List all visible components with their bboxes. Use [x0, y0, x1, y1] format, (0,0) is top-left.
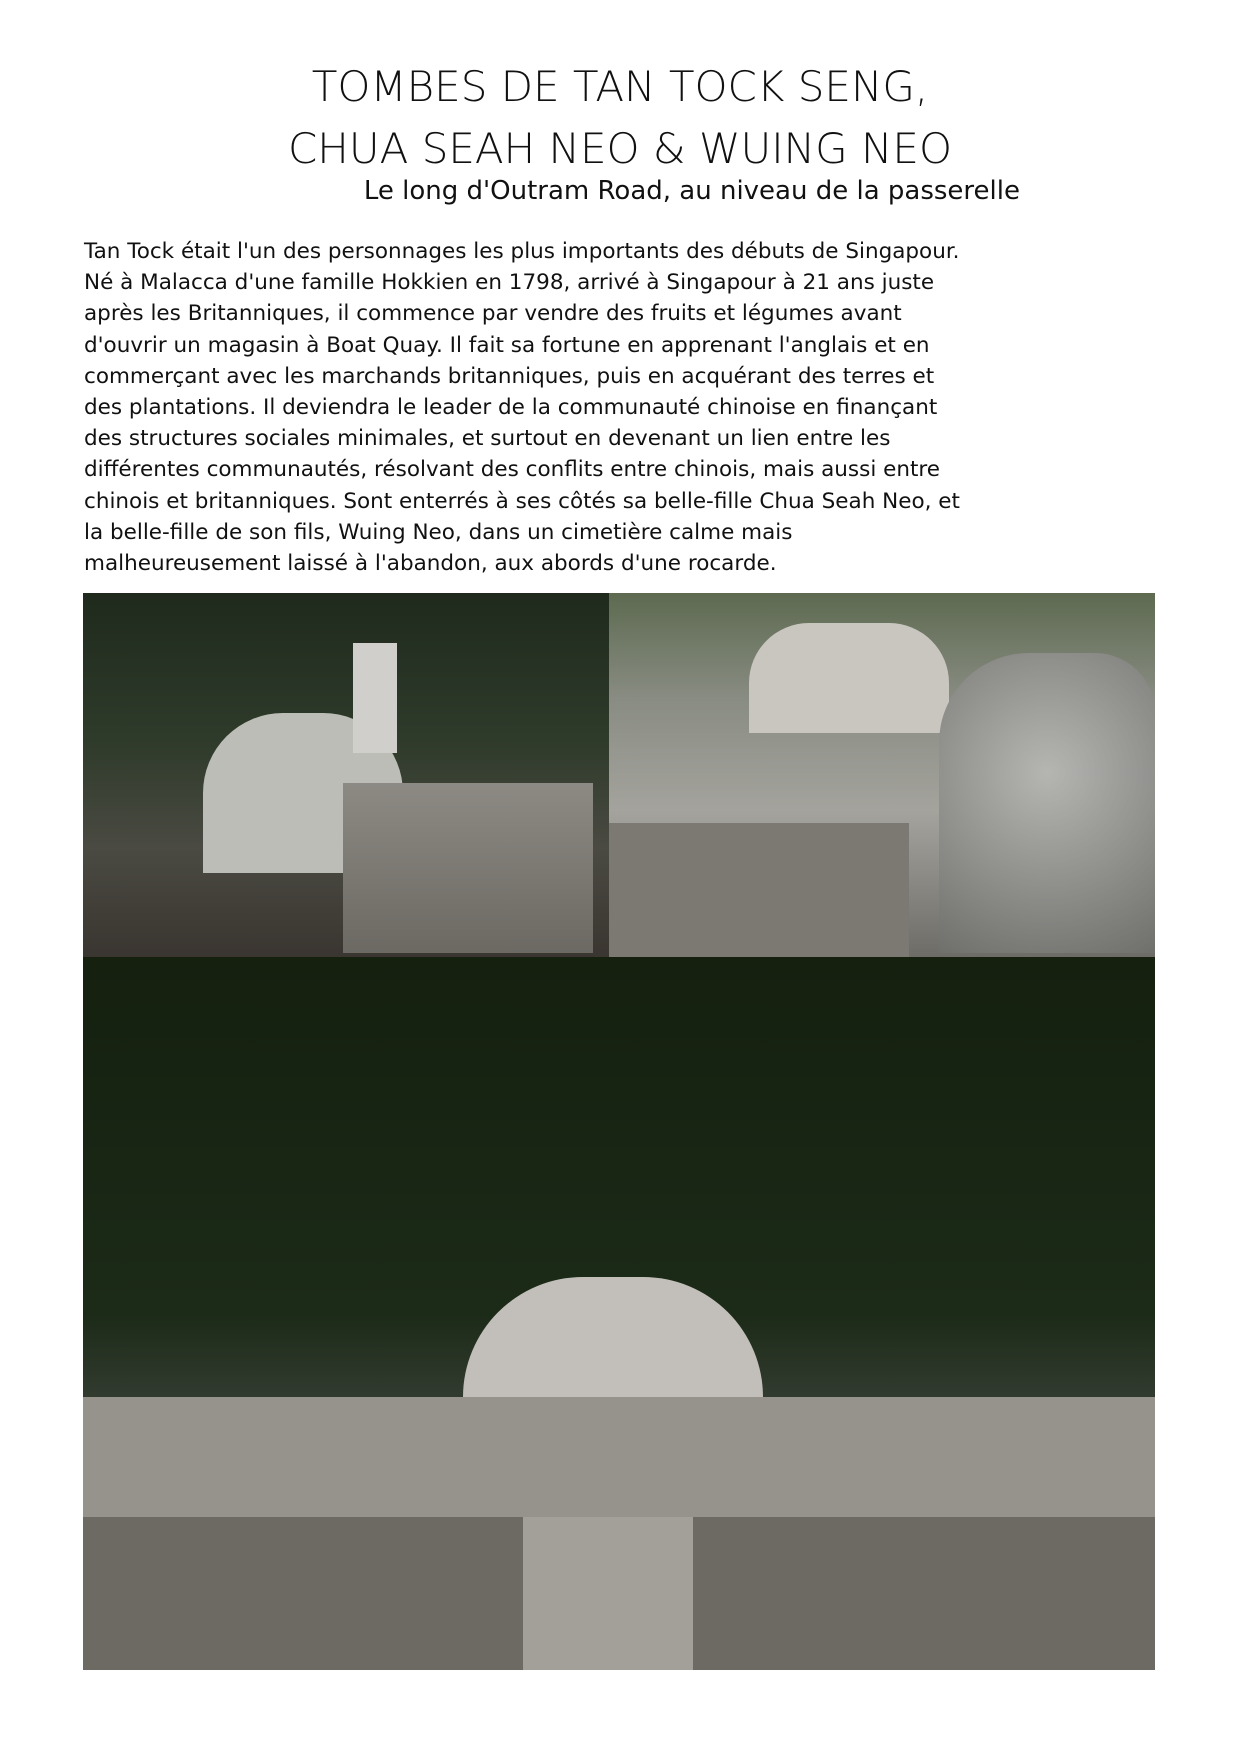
body-line: d'ouvrir un magasin à Boat Quay. Il fait sa fortune en apprenant l'anglais et en	[84, 332, 930, 358]
body-line: Né à Malacca d'une famille Hokkien en 1798, arrivé à Singapour à 21 ans juste	[84, 270, 935, 296]
subtitle: Le long d'Outram Road, au niveau de la passerelle	[363, 176, 1020, 206]
body-line: chinois et britanniques. Sont enterrés à ses côtés sa belle-fille Chua Seah Neo, et	[84, 488, 960, 514]
body-line: malheureusement laissé à l'abandon, aux abords d'une rocarde.	[84, 551, 777, 577]
photo-tomb-front-view	[83, 957, 1155, 1670]
body-line: des plantations. Il deviendra le leader de la communauté chinoise en finançant	[84, 395, 938, 421]
page-title	[0, 56, 1240, 180]
title-line-2: CHUA SEAH NEO & WUING NEO	[287, 124, 953, 173]
body-line: la belle-fille de son fils, Wuing Neo, dans un cimetière calme mais	[84, 519, 793, 545]
body-line: après les Britanniques, il commence par vendre des fruits et légumes avant	[84, 301, 902, 327]
body-line: Tan Tock était l'un des personnages les plus importants des débuts de Singapour.	[84, 239, 960, 264]
photo-tomb-side-view	[83, 593, 609, 957]
body-line: différentes communautés, résolvant des conflits entre chinois, mais aussi entre	[84, 457, 941, 483]
photo-tomb-with-lion-statue	[609, 593, 1155, 957]
body-line: des structures sociales minimales, et surtout en devenant un lien entre les	[84, 426, 891, 452]
title-line-1: TOMBES DE TAN TOCK SENG,	[311, 62, 929, 111]
body-line: commerçant avec les marchands britanniques, puis en acquérant des terres et	[84, 363, 935, 389]
body-text	[84, 236, 1164, 579]
